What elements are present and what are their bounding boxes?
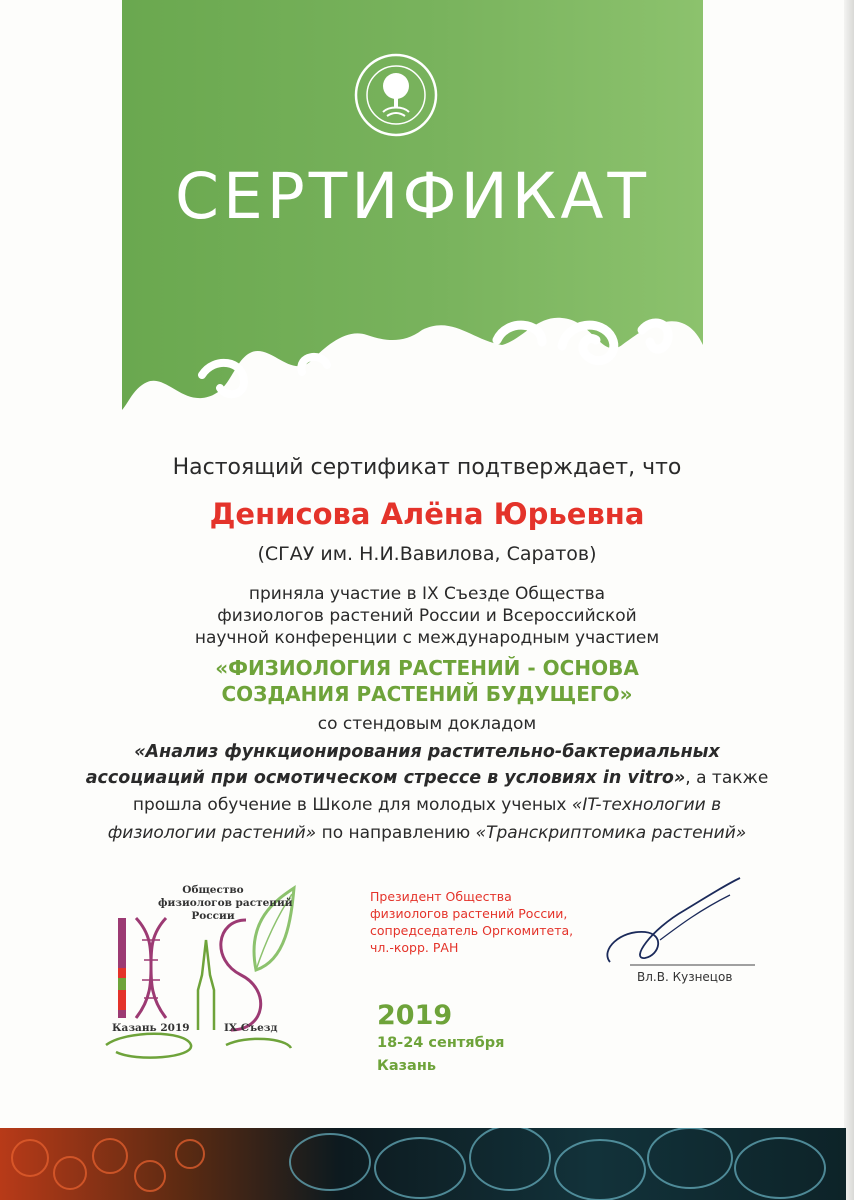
society-emblem-icon [353, 52, 439, 138]
signatory-title-line: чл.-корр. РАН [370, 940, 459, 955]
certificate-title: СЕРТИФИКАТ [174, 160, 651, 233]
signatory-title-line: сопредседатель Оргкомитета, [370, 923, 574, 938]
signatory-title [370, 888, 610, 956]
recipient-name: Денисова Алёна Юрьевна [209, 497, 645, 531]
participation-line: приняла участие в IX Съезде Общества [248, 584, 606, 604]
signatory-name: Вл.В. Кузнецов [637, 970, 733, 984]
event-dates: 18-24 сентября [377, 1035, 505, 1051]
event-city: Казань [377, 1058, 437, 1074]
report-title-line: ассоциаций при осмотическом стрессе в условиях in vitro» [85, 768, 686, 788]
signatory-title-line: физиологов растений России, [370, 906, 568, 921]
school-name: «IT-технологии в [571, 795, 722, 815]
also-text: , а также [685, 768, 769, 788]
report-intro: со стендовым докладом [317, 714, 537, 734]
signature [590, 870, 760, 980]
logo-text-line1: Общество [182, 884, 244, 896]
conference-title-line: «ФИЗИОЛОГИЯ РАСТЕНИЙ - ОСНОВА [215, 656, 639, 680]
signatory-title-line: Президент Общества [370, 889, 512, 904]
direction-text: по направлению [316, 823, 476, 843]
report-title-line: «Анализ функционирования растительно-бактериальных [134, 742, 720, 762]
microscopy-image [0, 1128, 846, 1200]
direction-line [0, 823, 854, 843]
participation-line: физиологов растений России и Всероссийской [217, 606, 637, 626]
logo-text-line3: России [191, 910, 235, 922]
school-name: физиологии растений» [107, 823, 317, 843]
school-line [0, 795, 854, 815]
logo-city-year: Казань 2019 [112, 1022, 190, 1034]
direction-name: «Транскриптомика растений» [475, 823, 747, 843]
conference-title-line: СОЗДАНИЯ РАСТЕНИЙ БУДУЩЕГО» [221, 682, 633, 706]
intro-text: Настоящий сертификат подтверждает, что [172, 455, 682, 480]
logo-congress: IX Съезд [224, 1022, 278, 1034]
participation-line: научной конференции с международным участием [194, 628, 660, 648]
logo-text-line2: физиологов растений [158, 897, 293, 909]
bottom-microscopy-strip [0, 1128, 846, 1200]
school-prefix: прошла обучение в Школе для молодых ученых [132, 795, 572, 815]
report-title-line-wrap [0, 768, 854, 788]
affiliation: (СГАУ им. Н.И.Вавилова, Саратов) [257, 543, 597, 565]
event-year: 2019 [377, 1000, 453, 1031]
